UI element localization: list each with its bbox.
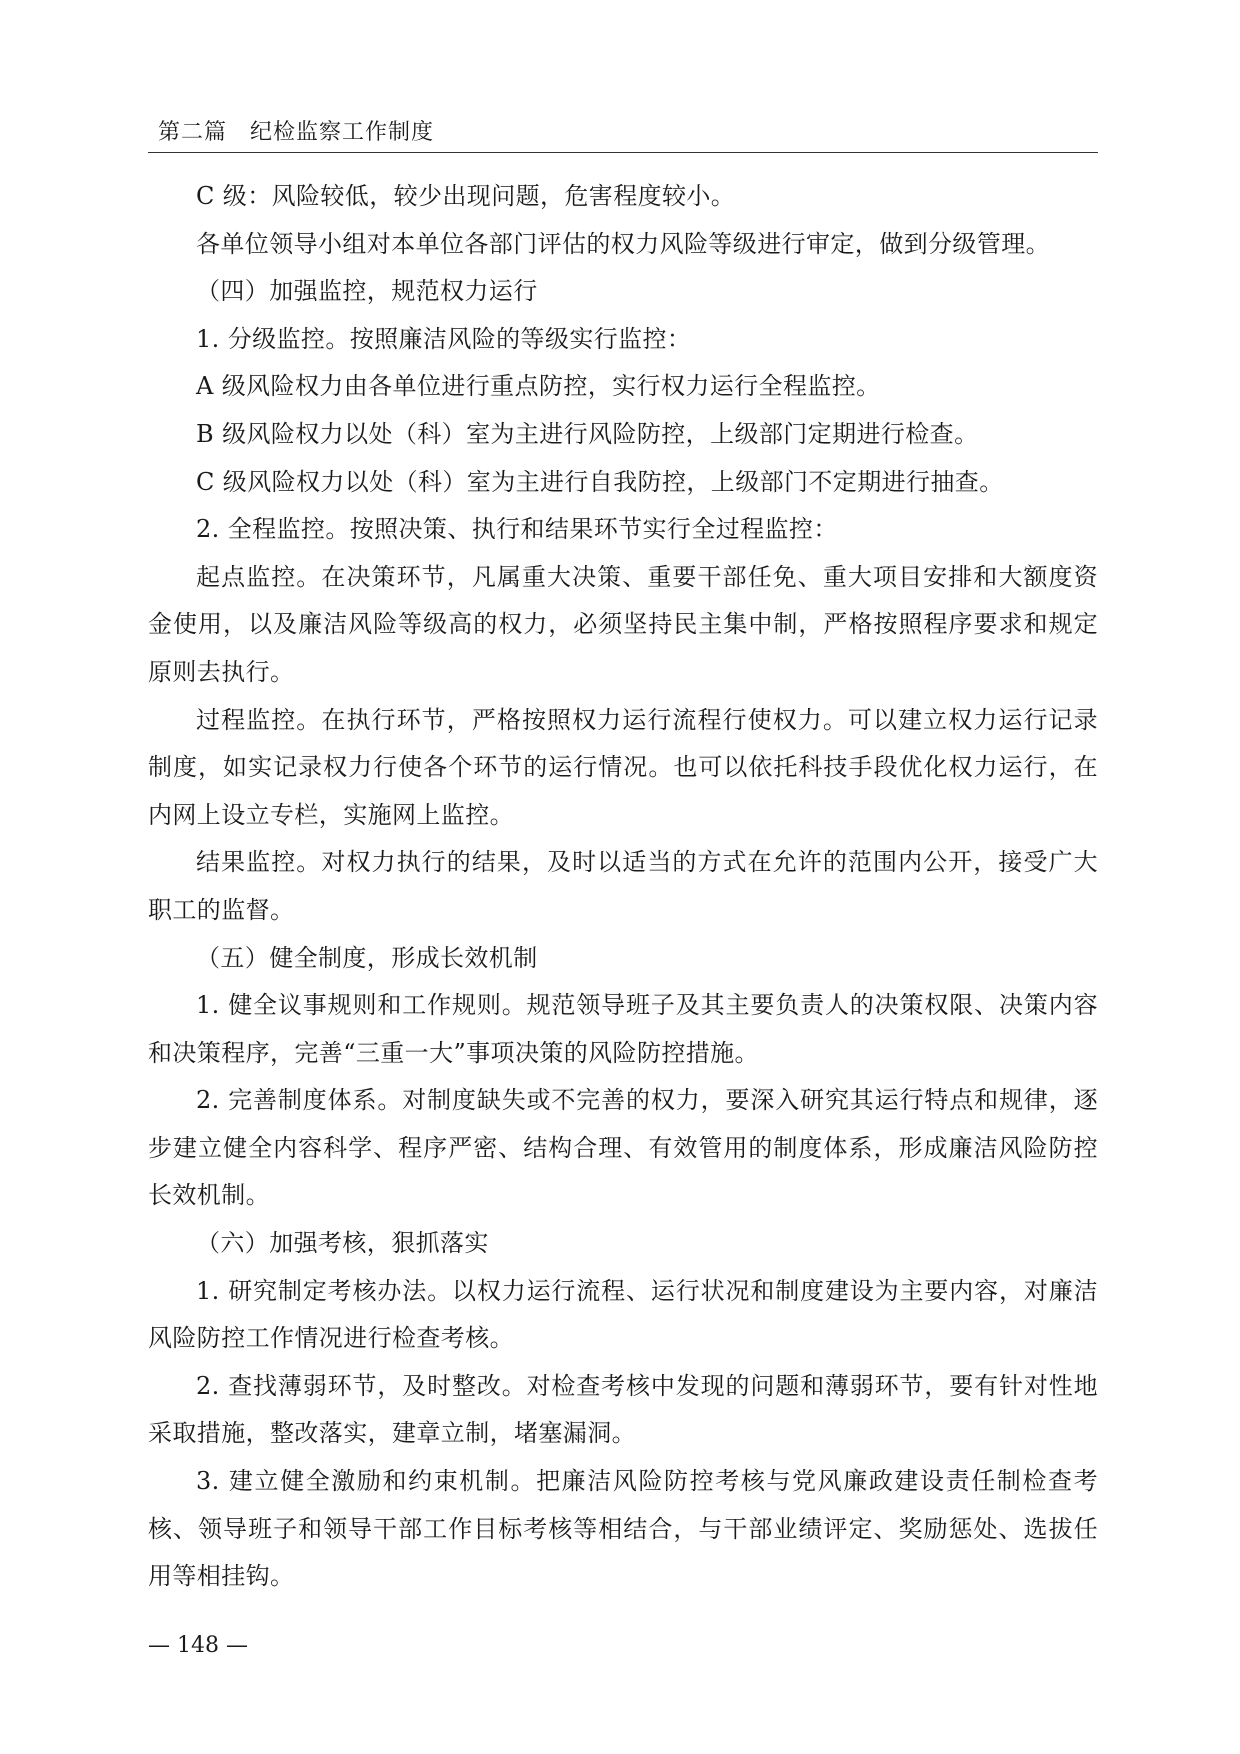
section-heading: （五）健全制度，形成长效机制 — [196, 943, 538, 972]
header-title: 第二篇 纪检监察工作制度 — [158, 120, 435, 145]
page-number: — 148 — — [148, 1633, 248, 1658]
paragraph: 2. 全程监控。按照决策、执行和结果环节实行全过程监控： — [196, 515, 838, 544]
paragraph: 2. 完善制度体系。对制度缺失或不完善的权力，要深入研究其运行特点和规律，逐步建立健全内容科学、程序严密、结构合理、有效管用的制度体系，形成廉洁风险防控长效机制。 — [148, 1086, 1098, 1210]
section-heading: （四）加强监控，规范权力运行 — [196, 277, 538, 306]
paragraph: B 级风险权力以处（科）室为主进行风险防控，上级部门定期进行检查。 — [196, 419, 979, 448]
paragraph: 起点监控。在决策环节，凡属重大决策、重要干部任免、重大项目安排和大额度资金使用，以及廉洁风险等级高的权力，必须坚持民主集中制，严格按照程序要求和规定原则去执行。 — [148, 562, 1098, 686]
paragraph: A 级风险权力由各单位进行重点防控，实行权力运行全程监控。 — [196, 372, 881, 401]
paragraph: 2. 查找薄弱环节，及时整改。对检查考核中发现的问题和薄弱环节，要有针对性地采取措施，整改落实，建章立制，堵塞漏洞。 — [148, 1371, 1098, 1448]
paragraph: 3. 建立健全激励和约束机制。把廉洁风险防控考核与党风廉政建设责任制检查考核、领导班子和领导干部工作目标考核等相结合，与干部业绩评定、奖励惩处、选拔任用等相挂钩。 — [148, 1467, 1098, 1591]
paragraph: 1. 分级监控。按照廉洁风险的等级实行监控： — [196, 324, 692, 353]
paragraph: 结果监控。对权力执行的结果，及时以适当的方式在允许的范围内公开，接受广大职工的监督。 — [148, 848, 1098, 924]
paragraph: 1. 健全议事规则和工作规则。规范领导班子及其主要负责人的决策权限、决策内容和决策程序，完善“三重一大”事项决策的风险防控措施。 — [148, 991, 1098, 1067]
page-header — [148, 116, 1098, 153]
body-text — [148, 173, 1098, 1601]
paragraph: C 级风险权力以处（科）室为主进行自我防控，上级部门不定期进行抽查。 — [196, 467, 1004, 496]
paragraph: 1. 研究制定考核办法。以权力运行流程、运行状况和制度建设为主要内容，对廉洁风险防控工作情况进行检查考核。 — [148, 1276, 1098, 1353]
section-heading: （六）加强考核，狠抓落实 — [196, 1229, 489, 1258]
paragraph: 各单位领导小组对本单位各部门评估的权力风险等级进行审定，做到分级管理。 — [196, 229, 1050, 258]
paragraph: C 级：风险较低，较少出现问题，危害程度较小。 — [196, 182, 736, 210]
paragraph: 过程监控。在执行环节，严格按照权力运行流程行使权力。可以建立权力运行记录制度，如实记录权力行使各个环节的运行情况。也可以依托科技手段优化权力运行，在内网上设立专栏，实施网上监控。 — [148, 705, 1098, 829]
